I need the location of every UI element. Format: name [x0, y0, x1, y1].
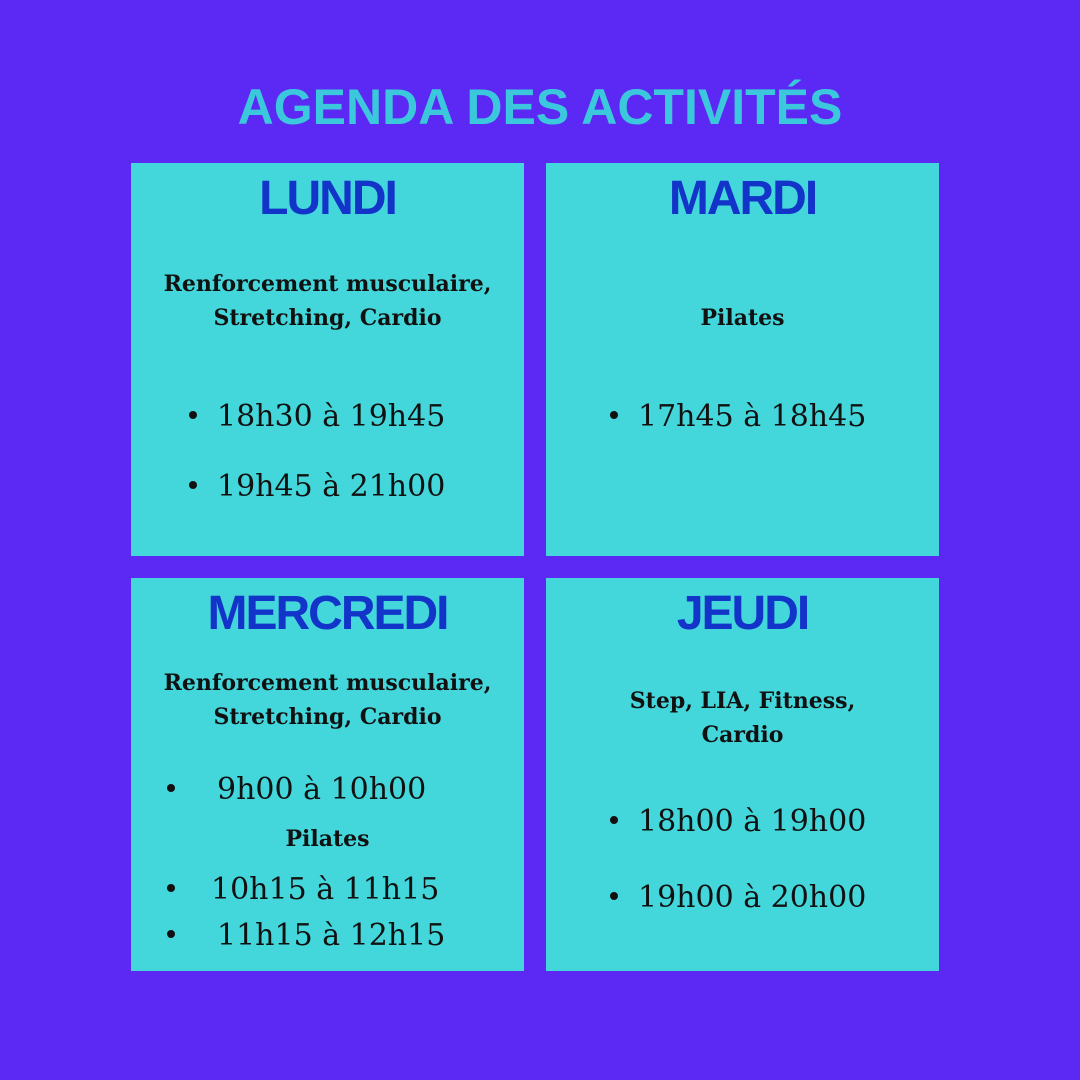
- time-slot: [610, 399, 866, 434]
- day-card-lundi: [131, 163, 524, 556]
- time-slot-label: 19h00 à 20h00: [638, 880, 867, 915]
- time-slot-label: 19h45 à 21h00: [217, 469, 446, 504]
- bullet-icon: [610, 816, 618, 824]
- activity-label: Renforcement musculaire, Stretching, Cardio: [163, 271, 492, 331]
- time-slot-label: 10h15 à 11h15: [211, 872, 440, 907]
- day-card-mercredi: [131, 578, 524, 971]
- day-title: JEUDI: [676, 587, 809, 640]
- time-slot: [167, 918, 445, 953]
- time-slot: [610, 880, 866, 915]
- time-slot-label: 9h00 à 10h00: [217, 772, 427, 807]
- time-slot-label: 11h15 à 12h15: [217, 918, 446, 953]
- activity-label: Pilates: [700, 305, 785, 331]
- time-slot-label: 18h00 à 19h00: [638, 804, 867, 839]
- bullet-icon: [610, 411, 618, 419]
- day-card-jeudi: [546, 578, 939, 971]
- day-title: LUNDI: [259, 172, 396, 225]
- day-title: MERCREDI: [207, 587, 448, 640]
- bullet-icon: [610, 892, 618, 900]
- day-title: MARDI: [668, 172, 817, 225]
- bullet-icon: [189, 481, 197, 489]
- time-slot-label: 17h45 à 18h45: [638, 399, 867, 434]
- day-card-mardi: [546, 163, 939, 556]
- time-slot: [189, 469, 445, 504]
- time-slot: [167, 772, 426, 807]
- activity-label: Renforcement musculaire, Stretching, Cardio: [163, 670, 492, 730]
- bullet-icon: [167, 784, 175, 792]
- bullet-icon: [167, 884, 175, 892]
- bullet-icon: [167, 930, 175, 938]
- activity-label: Step, LIA, Fitness, Cardio: [629, 688, 856, 748]
- bullet-icon: [189, 411, 197, 419]
- time-slot-label: 18h30 à 19h45: [217, 399, 446, 434]
- page-title: AGENDA DES ACTIVITÉS: [237, 79, 843, 135]
- time-slot: [189, 399, 445, 434]
- time-slot: [610, 804, 866, 839]
- time-slot: [167, 872, 439, 907]
- activity-label-2: Pilates: [285, 826, 370, 852]
